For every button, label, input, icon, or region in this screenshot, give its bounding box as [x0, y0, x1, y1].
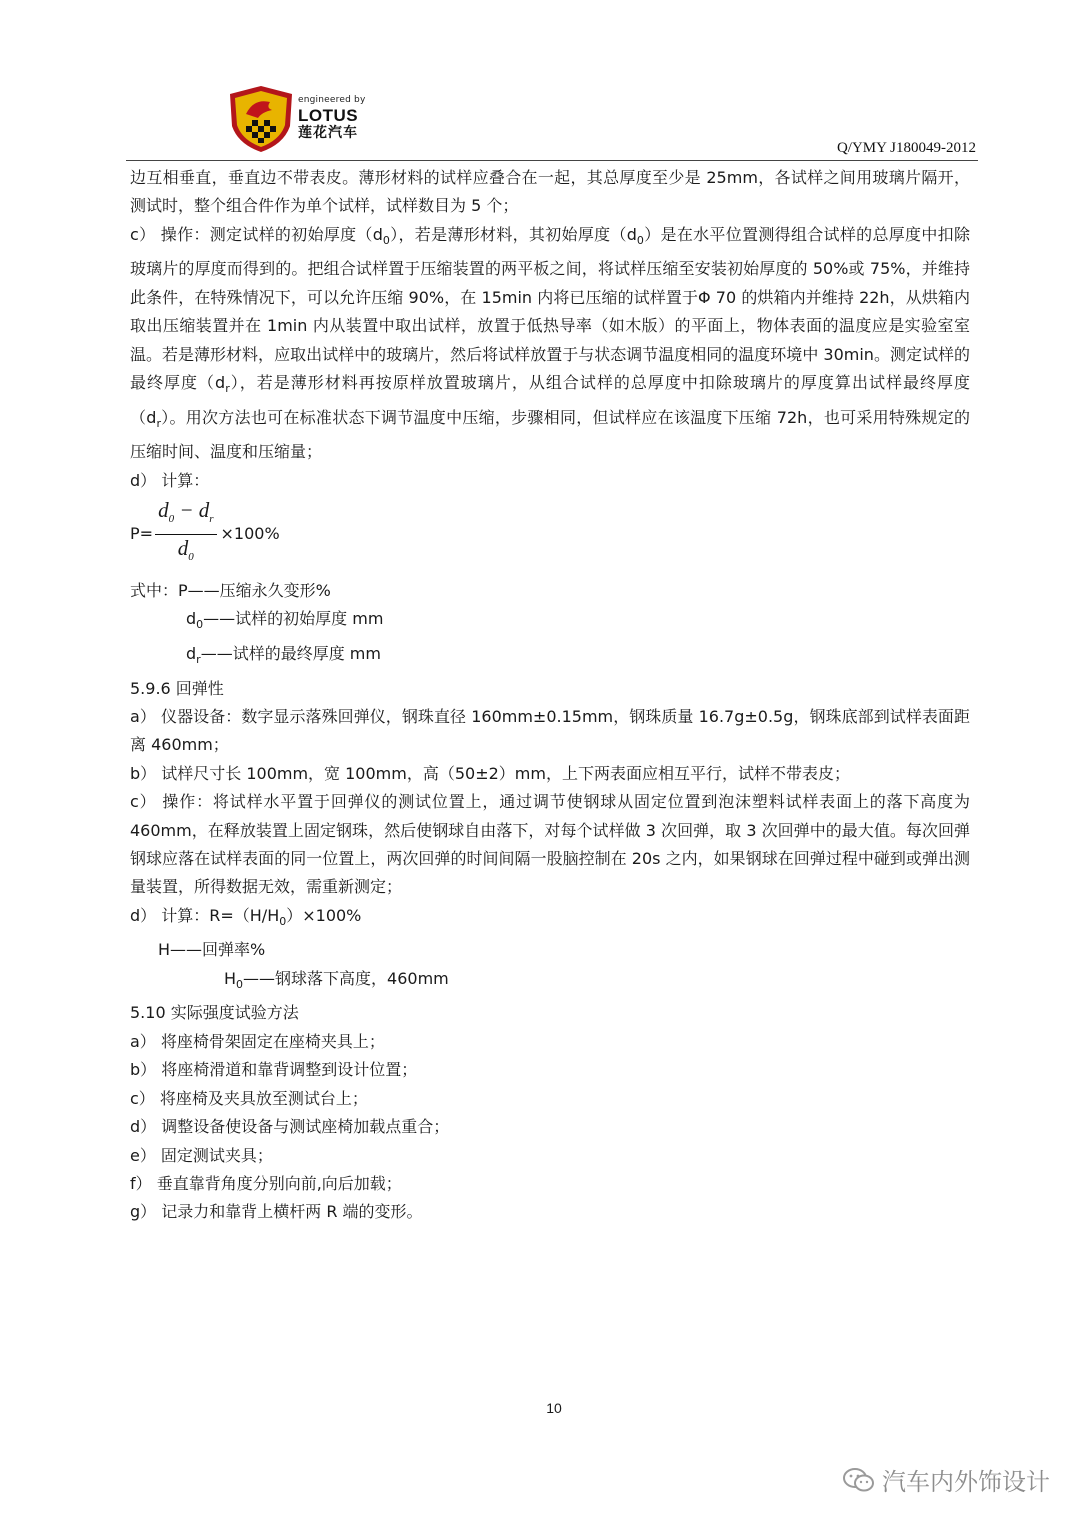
list-item: c） 操作：将试样水平置于回弹仪的测试位置上，通过调节使钢球从固定位置到泡沫塑料试样表面上的落下高度为 460mm，在释放装置上固定钢珠，然后使钢球自由落下，对每个试样做 3 次回弹，取 3 次回弹中的最大值。每次回弹钢球应落在试样表面的同一位置上，两次回弹的时间间隔一股脑控制在 20s 之内，如果钢球在回弹过程中碰到或弹出测量装置，所得数据无效，需重新测定；: [130, 792, 970, 897]
definition-p: 式中：P——压缩永久变形%: [130, 581, 331, 601]
compression-formula: [130, 497, 970, 571]
paragraph-calculation: d） 计算：: [130, 470, 210, 490]
list-item: e） 固定测试夹具；: [130, 1145, 273, 1165]
document-body: [130, 164, 970, 1227]
document-number: Q/YMY J180049-2012: [836, 140, 976, 156]
formula-denominator: $d_0$: [177, 535, 194, 563]
paragraph: 边互相垂直，垂直边不带表皮。薄形材料的试样应叠合在一起，其总厚度至少是 25mm，各试样之间用玻璃片隔开，测试时，整个组合件作为单个试样，试样数目为 5 个；: [130, 168, 970, 216]
list-item: b） 试样尺寸长 100mm，宽 100mm，高（50±2）mm，上下两表面应相互平行，试样不带表皮；: [130, 763, 850, 783]
watermark-text: 汽车内外饰设计: [882, 1468, 1050, 1496]
lotus-shield-logo: [226, 84, 296, 154]
definition-dr: $d_r——$试样的最终厚度 mm: [186, 644, 381, 667]
formula-fraction: [155, 497, 216, 570]
list-item: a） 将座椅骨架固定在座椅夹具上；: [130, 1031, 385, 1051]
definition-h0: $H_0——$钢球落下高度，460mm: [224, 968, 449, 992]
list-item: f） 垂直靠背角度分别向前,向后加载；: [130, 1173, 402, 1193]
section-heading-5-10: 5.10 实际强度试验方法: [130, 1003, 299, 1023]
list-item: g） 记录力和靠背上横杆两 R 端的变形。: [130, 1202, 423, 1222]
watermark: [842, 1462, 1050, 1497]
logo-chinese: 莲花汽车: [298, 125, 358, 141]
header-divider: [126, 160, 978, 161]
wechat-icon: [842, 1466, 876, 1494]
page-number: 10: [546, 1400, 562, 1416]
list-item: b） 将座椅滑道和靠背调整到设计位置；: [130, 1060, 418, 1080]
logo-tagline: engineered by: [298, 95, 366, 105]
formula-rhs: ×100%: [220, 523, 280, 543]
logo-brand: LOTUS: [298, 106, 359, 125]
formula-lhs: P=: [130, 523, 154, 543]
definition-d0: $d_0——$试样的初始厚度 mm: [186, 609, 384, 632]
list-item: c） 将座椅及夹具放至测试台上；: [130, 1088, 368, 1108]
paragraph-operation: c） 操作：测定试样的初始厚度$(d_0)$，若是薄形材料，其初始厚度$(d_0)$是在水平位置测得组合试样的总厚度中扣除玻璃片的厚度而得到的。把组合试样置于压缩装置的两平板之间，将试样压缩至安装初始厚度的 50%或 75%，并维持此条件，在特殊情况下，可以允许压缩 90%，在 15min 内将已压缩的试样置于Φ 70 的烘箱内并维持 22h，从烘箱内取出压缩装置并在 1min 内从装置中取出试样，放置于低热导率（如木版）的平面上，物体表面的温度应是实验室室温。若是薄形材料，应取出试样中的玻璃片，然后将试样放置于与状态调节温度相同的温度环境中 30min。测定试样的最终厚度$(d_r)$，若是薄形材料再按原样放置玻璃片，从组合试样的总厚度中扣除玻璃片的厚度算出试样最终厚度$(d_r)$。用次方法也可在标准状态下调节温度中压缩，步骤相同，但试样应在该温度下压缩 72h，也可采用特殊规定的压缩时间、温度和压缩量；: [130, 224, 970, 462]
list-item: d） 计算：$R=(H/H_0)\times 100\%$: [130, 905, 362, 929]
brand-text: [298, 96, 366, 140]
formula-numerator: $d_0 - d_r$: [155, 497, 216, 534]
definition-h: H——回弹率%: [158, 940, 266, 960]
section-heading-5-9-6: 5.9.6 回弹性: [130, 678, 224, 698]
list-item: d） 调整设备使设备与测试座椅加载点重合；: [130, 1117, 450, 1137]
list-item: a） 仪器设备：数字显示落殊回弹仪，钢珠直径 160mm±0.15mm，钢珠质量 16.7g±0.5g，钢珠底部到试样表面距离 460mm；: [130, 707, 970, 755]
